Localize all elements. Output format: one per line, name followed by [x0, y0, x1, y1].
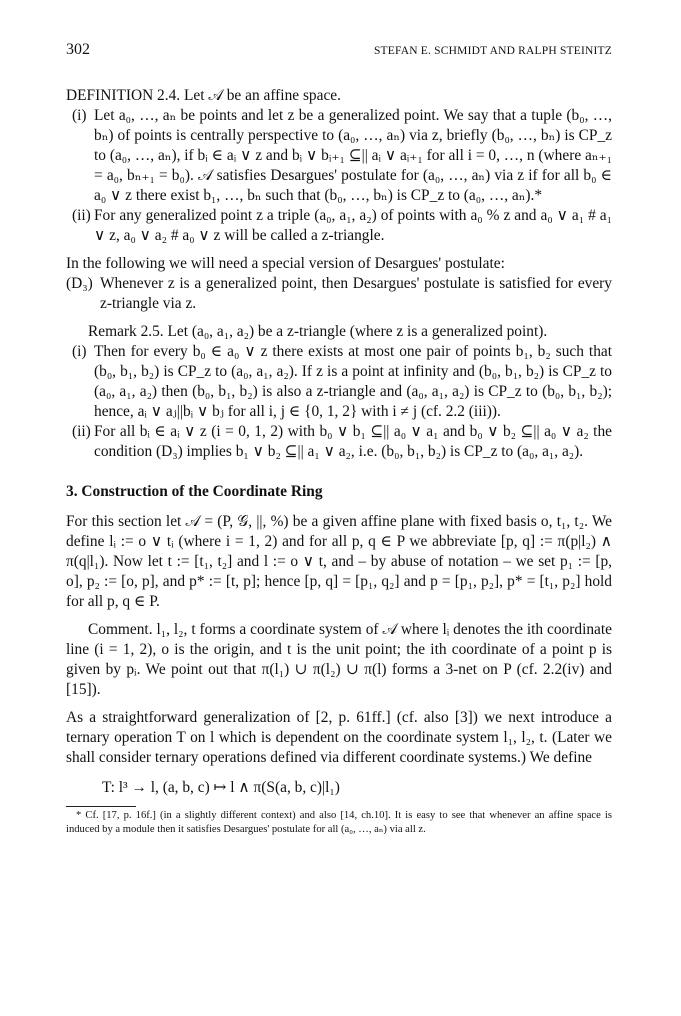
- definition-heading: DEFINITION 2.4. Let 𝒜 be an affine space.: [66, 87, 341, 104]
- item-text: For all bᵢ ∈ aᵢ ∨ z (i = 0, 1, 2) with b₀ ∨ b₁ ⊆|| a₀ ∨ a₁ and b₀ ∨ b₂ ⊆|| a₀ ∨ a₂ the condition (D₃) implies b₁ ∨ b₂ ⊆|| a₁ ∨ a₂, i.e. (b₀, b₁, b₂) is CP_z to (a₀, a₁, a₂).: [94, 423, 612, 460]
- comment-paragraph: Comment. l₁, l₂, t forms a coordinate system of 𝒜 where lᵢ denotes the ith coordinate line (i = 1, 2), o is the origin, and t is the unit point; the ith coordinate of a point p is given by pᵢ. We point out that π(l₁) ∪ π(l₂) ∪ π(l) forms a 3-net on P (cf. 2.2(iv) and [15]).: [66, 621, 612, 698]
- running-title: STEFAN E. SCHMIDT AND RALPH STEINITZ: [373, 45, 612, 57]
- running-head: [66, 40, 612, 62]
- item-label: (ii): [72, 423, 91, 440]
- intro-d3: In the following we will need a special version of Desargues' postulate:: [66, 255, 505, 272]
- ternary-formula: T: l³ → l, (a, b, c) ↦ l ∧ π(S(a, b, c)|l₁): [102, 779, 340, 796]
- item-text: Let a₀, …, aₙ be points and let z be a generalized point. We say that a tuple (b₀, …, bₙ) of points is centrally perspective to (a₀, …, aₙ) via z, briefly (b₀, …, bₙ) is CP_z to (a₀, …, aₙ), if bᵢ ∈ aᵢ ∨ z and bᵢ ∨ bᵢ₊₁ ⊆|| aᵢ ∨ aᵢ₊₁ for all i = 0, …, n (where aₙ₊₁ = a₀, bₙ₊₁ = b₀). 𝒜 satisfies Desargues' postulate for (a₀, …, aₙ) via z if for all b₀ ∈ a₀ ∨ z there exist b₁, …, bₙ such that (b₀, …, bₙ) is CP_z to (a₀, …, aₙ).*: [94, 107, 612, 204]
- item-label: (i): [72, 343, 87, 360]
- item-text: For any generalized point z a triple (a₀, a₁, a₂) of points with a₀ % z and a₀ ∨ a₁ # a₁ ∨ z, a₀ ∨ a₂ # a₀ ∨ z will be called a z-triangle.: [94, 207, 612, 244]
- remark-item-ii: [66, 422, 612, 462]
- item-label: (ii): [72, 207, 91, 224]
- item-text: Then for every b₀ ∈ a₀ ∨ z there exists at most one pair of points b₁, b₂ such that (b₀, b₁, b₂) is CP_z to (a₀, a₁, a₂). If z is a point at infinity and (b₀, b₁, b₂) is CP_z to (a₀, a₁, a₂) then (b₀, b₁, b₂) is also a z-triangle and (a₀, a₁, a₂) is CP_z to (b₀, b₁, b₂); hence, aᵢ ∨ aⱼ||bᵢ ∨ bⱼ for all i, j ∈ {0, 1, 2} with i ≠ j (cf. 2.2 (iii)).: [94, 343, 612, 420]
- d3-label: (D₃): [66, 275, 93, 292]
- page: [66, 40, 612, 837]
- ternary-paragraph: As a straightforward generalization of [2, p. 61ff.] (cf. also [3]) we next introduce a ternary operation T on l which is dependent on the coordinate system l₁, l₂, t. (Later we shall consider ternary operations defined via different coordinate systems.) We define: [66, 709, 612, 766]
- definition-item-i: [66, 106, 612, 206]
- remark-item-i: [66, 342, 612, 422]
- footnote-rule: [66, 806, 136, 807]
- item-label: (i): [72, 107, 87, 124]
- footnote: * Cf. [17, p. 16f.] (in a slightly different context) and also [14, ch.10]. It is easy to see that whenever an affine space is induced by a module then it satisfies Desargues' postulate for all (a₀, …, aₙ) via all z.: [66, 810, 612, 835]
- d3-text: Whenever z is a generalized point, then Desargues' postulate is satisfied for every z-triangle via z.: [100, 275, 612, 312]
- page-number: 302: [66, 41, 90, 58]
- section-paragraph: For this section let 𝒜 = (P, 𝒢, ||, %) be a given affine plane with fixed basis o, t₁, t₂. We define lᵢ := o ∨ tᵢ (where i = 1, 2) and for all p, q ∈ P we abbreviate [p, q] := π(p|l₂) ∧ π(q|l₁). Now let t := [t₁, t₂] and l := o ∨ t, and – by abuse of notation – we set p₁ := [p, o], p₂ := [o, p], and p* := [t, p]; hence [p, q] = [p₁, q₂] and p = [p₁, p₂], p* = [t₁, p₂] hold for all p, q ∈ P.: [66, 513, 612, 610]
- section-title: 3. Construction of the Coordinate Ring: [66, 483, 323, 500]
- d3-postulate: [66, 274, 612, 314]
- remark-heading: Remark 2.5. Let (a₀, a₁, a₂) be a z-triangle (where z is a generalized point).: [88, 323, 548, 340]
- definition-item-ii: [66, 206, 612, 246]
